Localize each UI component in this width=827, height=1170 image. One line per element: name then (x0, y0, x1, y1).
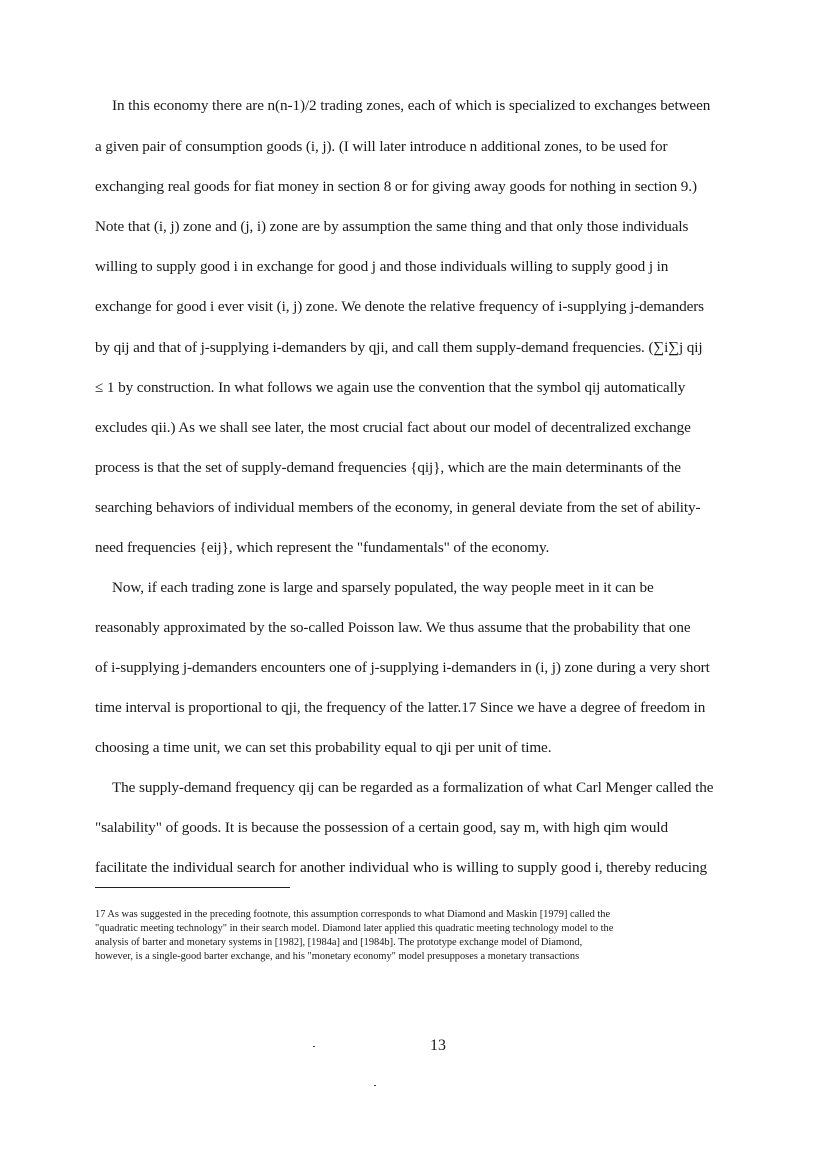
body-line: excludes qii.) As we shall see later, the most crucial fact about our model of decentralized exchange (95, 419, 691, 436)
body-line: "salability" of goods. It is because the possession of a certain good, say m, with high qim would (95, 819, 668, 836)
footnote-line: "quadratic meeting technology" in their search model. Diamond later applied this quadratic meeting technology model to the (95, 923, 614, 934)
body-line: reasonably approximated by the so-called Poisson law. We thus assume that the probability that one (95, 619, 691, 636)
scan-speck (313, 1046, 315, 1047)
page-number: 13 (430, 1037, 446, 1054)
body-line: willing to supply good i in exchange for good j and those individuals willing to supply good j in (95, 258, 669, 275)
footnote-line: 17 As was suggested in the preceding footnote, this assumption corresponds to what Diamond and Maskin [1979] called the (95, 909, 611, 920)
body-line: of i-supplying j-demanders encounters one of j-supplying i-demanders in (i, j) zone during a very short (95, 659, 710, 676)
body-line: facilitate the individual search for another individual who is willing to supply good i, thereby reducing (95, 859, 708, 876)
body-line: process is that the set of supply-demand frequencies {qij}, which are the main determinants of the (95, 459, 681, 476)
body-line: In this economy there are n(n-1)/2 trading zones, each of which is specialized to exchanges between (112, 97, 711, 114)
footnote-line: analysis of barter and monetary systems in [1982], [1984a] and [1984b]. The prototype exchange model of Diamond, (95, 937, 583, 948)
scan-speck (374, 1085, 376, 1086)
body-line: ≤ 1 by construction. In what follows we again use the convention that the symbol qij automatically (95, 379, 686, 396)
body-line: choosing a time unit, we can set this probability equal to qji per unit of time. (95, 739, 552, 756)
body-line: exchange for good i ever visit (i, j) zone. We denote the relative frequency of i-supplying j-demanders (95, 298, 704, 315)
body-line: Now, if each trading zone is large and sparsely populated, the way people meet in it can be (112, 579, 654, 596)
body-line: searching behaviors of individual members of the economy, in general deviate from the set of ability- (95, 499, 701, 516)
footnote-separator (95, 887, 290, 888)
body-line: Note that (i, j) zone and (j, i) zone are by assumption the same thing and that only those individuals (95, 218, 689, 235)
body-line: by qij and that of j-supplying i-demanders by qji, and call them supply-demand frequencies. (∑i∑j qij (95, 339, 703, 356)
body-line: time interval is proportional to qji, the frequency of the latter.17 Since we have a degree of freedom in (95, 699, 706, 716)
body-line: need frequencies {eij}, which represent the "fundamentals" of the economy. (95, 539, 550, 556)
footnote-line: however, is a single-good barter exchange, and his "monetary economy" model presupposes a monetary transactions (95, 951, 580, 962)
body-line: exchanging real goods for fiat money in section 8 or for giving away goods for nothing in section 9.) (95, 178, 697, 195)
body-line: a given pair of consumption goods (i, j). (I will later introduce n additional zones, to be used for (95, 138, 668, 155)
body-line: The supply-demand frequency qij can be regarded as a formalization of what Carl Menger called the (112, 779, 714, 796)
